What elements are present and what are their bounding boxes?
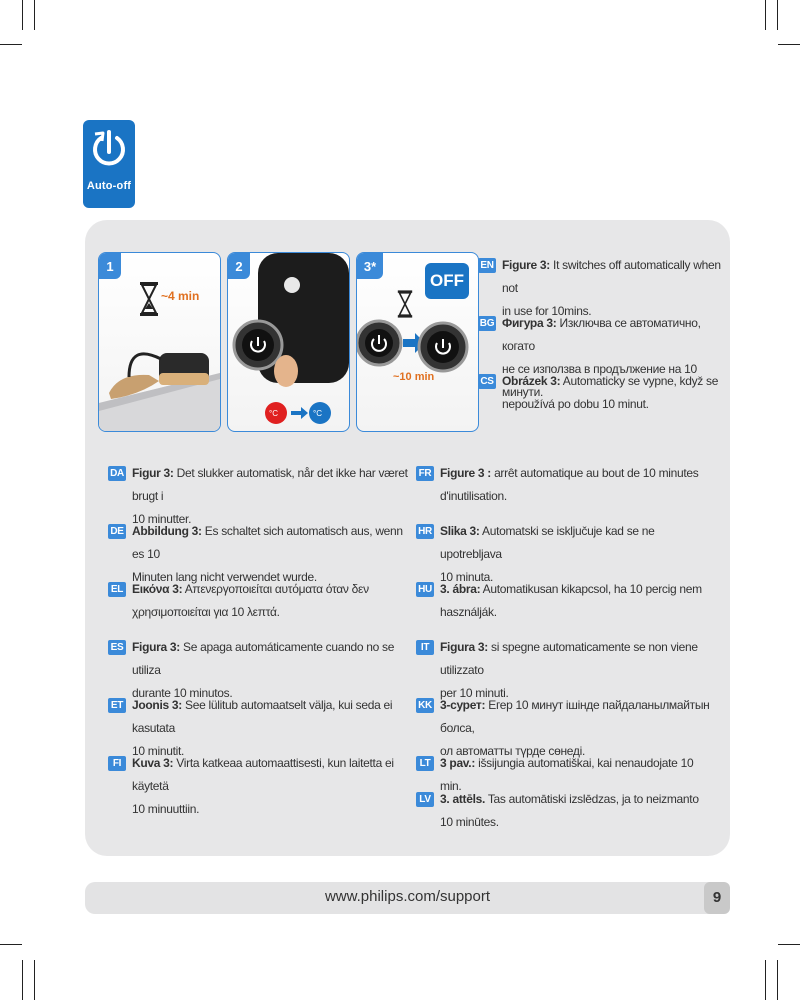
crop-mark bbox=[0, 944, 22, 945]
footer-bar bbox=[85, 882, 730, 914]
entry-line: 10 minutit. bbox=[132, 744, 185, 758]
lang-code: LT bbox=[416, 756, 434, 771]
lang-code: HR bbox=[416, 524, 434, 539]
entry-title: Figura 3: bbox=[440, 640, 488, 654]
lang-code: FI bbox=[108, 756, 126, 771]
entry-title: Figur 3: bbox=[132, 466, 174, 480]
entry-title: 3. attēls. bbox=[440, 792, 486, 806]
iron-illustration bbox=[99, 333, 220, 431]
entry-title: Figure 3: bbox=[502, 258, 550, 272]
entry-el bbox=[108, 578, 408, 624]
crop-mark bbox=[765, 0, 766, 30]
lang-code: EL bbox=[108, 582, 126, 597]
auto-off-badge bbox=[83, 120, 135, 208]
crop-mark bbox=[22, 960, 23, 1000]
entry-line: išsijungia automatiškai, kai nenaudojate 10 min. bbox=[440, 756, 694, 793]
entry-title: Figura 3: bbox=[132, 640, 180, 654]
entry-line: 10 minutter. bbox=[132, 512, 192, 526]
entry-line: si spegne automaticamente se non viene utilizzato bbox=[440, 640, 698, 677]
entry-line: не се използва в продължение на 10 минути. bbox=[502, 362, 697, 399]
auto-off-label: Auto-off bbox=[86, 180, 132, 192]
svg-text:°C: °C bbox=[269, 409, 278, 418]
figure-number: 1 bbox=[99, 253, 121, 279]
entry-line: Virta katkeaa automaattisesti, kun laitetta ei käytetä bbox=[132, 756, 394, 793]
crop-mark bbox=[34, 0, 35, 30]
entry-title: Фигура 3: bbox=[502, 316, 557, 330]
entry-line: Егер 10 минут ішінде пайдаланылмайтын болса, bbox=[440, 698, 710, 735]
entry-line: Automaticky se vypne, když se bbox=[562, 374, 719, 388]
entry-hu bbox=[416, 578, 716, 624]
lang-code: ES bbox=[108, 640, 126, 655]
crop-mark bbox=[765, 960, 766, 1000]
entry-line: in use for 10mins. bbox=[502, 304, 592, 318]
entry-line: Tas automātiski izslēdzas, ja to neizmanto bbox=[487, 792, 699, 806]
entry-line: 10 minuta. bbox=[440, 570, 494, 584]
entry-line: 10 minūtes. bbox=[440, 815, 499, 829]
lang-code: CS bbox=[478, 374, 496, 389]
entry-line: χρησιμοποιείται για 10 λεπτά. bbox=[132, 605, 280, 619]
entry-line: arrêt automatique au bout de 10 minutes bbox=[494, 466, 699, 480]
figure-number: 2 bbox=[228, 253, 250, 279]
crop-mark bbox=[778, 44, 800, 45]
off-indicator: OFF bbox=[425, 263, 469, 299]
entry-fr bbox=[416, 462, 716, 508]
entry-fi bbox=[108, 752, 408, 821]
entry-line: See lülitub automaatselt välja, kui seda ei kasutata bbox=[132, 698, 393, 735]
entry-line: Απενεργοποιείται αυτόματα όταν δεν bbox=[184, 582, 369, 596]
figure-2 bbox=[227, 252, 350, 432]
power-icon bbox=[89, 126, 129, 176]
crop-mark bbox=[777, 0, 778, 30]
entry-line: ол автоматты түрде сөнеді. bbox=[440, 744, 585, 758]
lang-code: KK bbox=[416, 698, 434, 713]
entry-title: Joonis 3: bbox=[132, 698, 182, 712]
support-url[interactable]: www.philips.com/support bbox=[324, 888, 491, 905]
figure-number: 3* bbox=[357, 253, 383, 279]
figure-1 bbox=[98, 252, 221, 432]
lang-code: BG bbox=[479, 318, 495, 329]
entry-line: használják. bbox=[440, 605, 497, 619]
entry-line: nepoužívá po dobu 10 minut. bbox=[502, 397, 649, 411]
figure-3 bbox=[356, 252, 479, 432]
entry-line: per 10 minuti. bbox=[440, 686, 509, 700]
entry-line: durante 10 minutos. bbox=[132, 686, 233, 700]
lang-code: FR bbox=[416, 466, 434, 481]
entry-title: Obrázek 3: bbox=[502, 374, 561, 388]
time-label: ~10 min bbox=[393, 371, 435, 383]
crop-mark bbox=[0, 44, 22, 45]
entry-line: Es schaltet sich automatisch aus, wenn es 10 bbox=[132, 524, 403, 561]
entry-title: Kuva 3: bbox=[132, 756, 174, 770]
entry-line: Se apaga automáticamente cuando no se utiliza bbox=[132, 640, 395, 677]
entry-title: 3 pav.: bbox=[440, 756, 476, 770]
entry-title: Εικόνα 3: bbox=[132, 582, 183, 596]
entry-title: Abbildung 3: bbox=[132, 524, 202, 538]
entry-title: 3-сурет: bbox=[440, 698, 486, 712]
entry-title: Figure 3 : bbox=[440, 466, 492, 480]
crop-mark bbox=[777, 960, 778, 1000]
lang-code: HU bbox=[416, 582, 434, 597]
entry-line: 10 minuuttiin. bbox=[132, 802, 200, 816]
entry-title: 3. ábra: bbox=[440, 582, 481, 596]
entry-line: It switches off automatically when not bbox=[502, 258, 721, 295]
page-number: 9 bbox=[704, 882, 730, 914]
lang-code: LV bbox=[416, 792, 434, 807]
svg-text:°C: °C bbox=[313, 409, 322, 418]
crop-mark bbox=[34, 960, 35, 1000]
entry-line: d'inutilisation. bbox=[440, 489, 507, 503]
entry-line: Изключва се автоматично, когато bbox=[502, 316, 701, 353]
time-label: ~4 min bbox=[161, 289, 200, 303]
entry-line: Automatski se isključuje kad se ne upotrebljava bbox=[440, 524, 655, 561]
iron-base-illustration bbox=[228, 253, 349, 431]
entry-line: Automatikusan kikapcsol, ha 10 percig nem bbox=[482, 582, 702, 596]
entry-title: Slika 3: bbox=[440, 524, 480, 538]
entry-cs bbox=[478, 370, 728, 416]
entry-line: Minuten lang nicht verwendet wurde. bbox=[132, 570, 317, 584]
hourglass-icon bbox=[139, 281, 159, 317]
entry-lv bbox=[416, 788, 716, 834]
lang-code: IT bbox=[416, 640, 434, 655]
lang-code: EN bbox=[478, 258, 496, 273]
entry-line: Det slukker automatisk, når det ikke har været brugt i bbox=[132, 466, 408, 503]
crop-mark bbox=[22, 0, 23, 30]
lang-code: ET bbox=[108, 698, 126, 713]
lang-code: DE bbox=[108, 524, 126, 539]
lang-code: DA bbox=[108, 466, 126, 481]
crop-mark bbox=[778, 944, 800, 945]
